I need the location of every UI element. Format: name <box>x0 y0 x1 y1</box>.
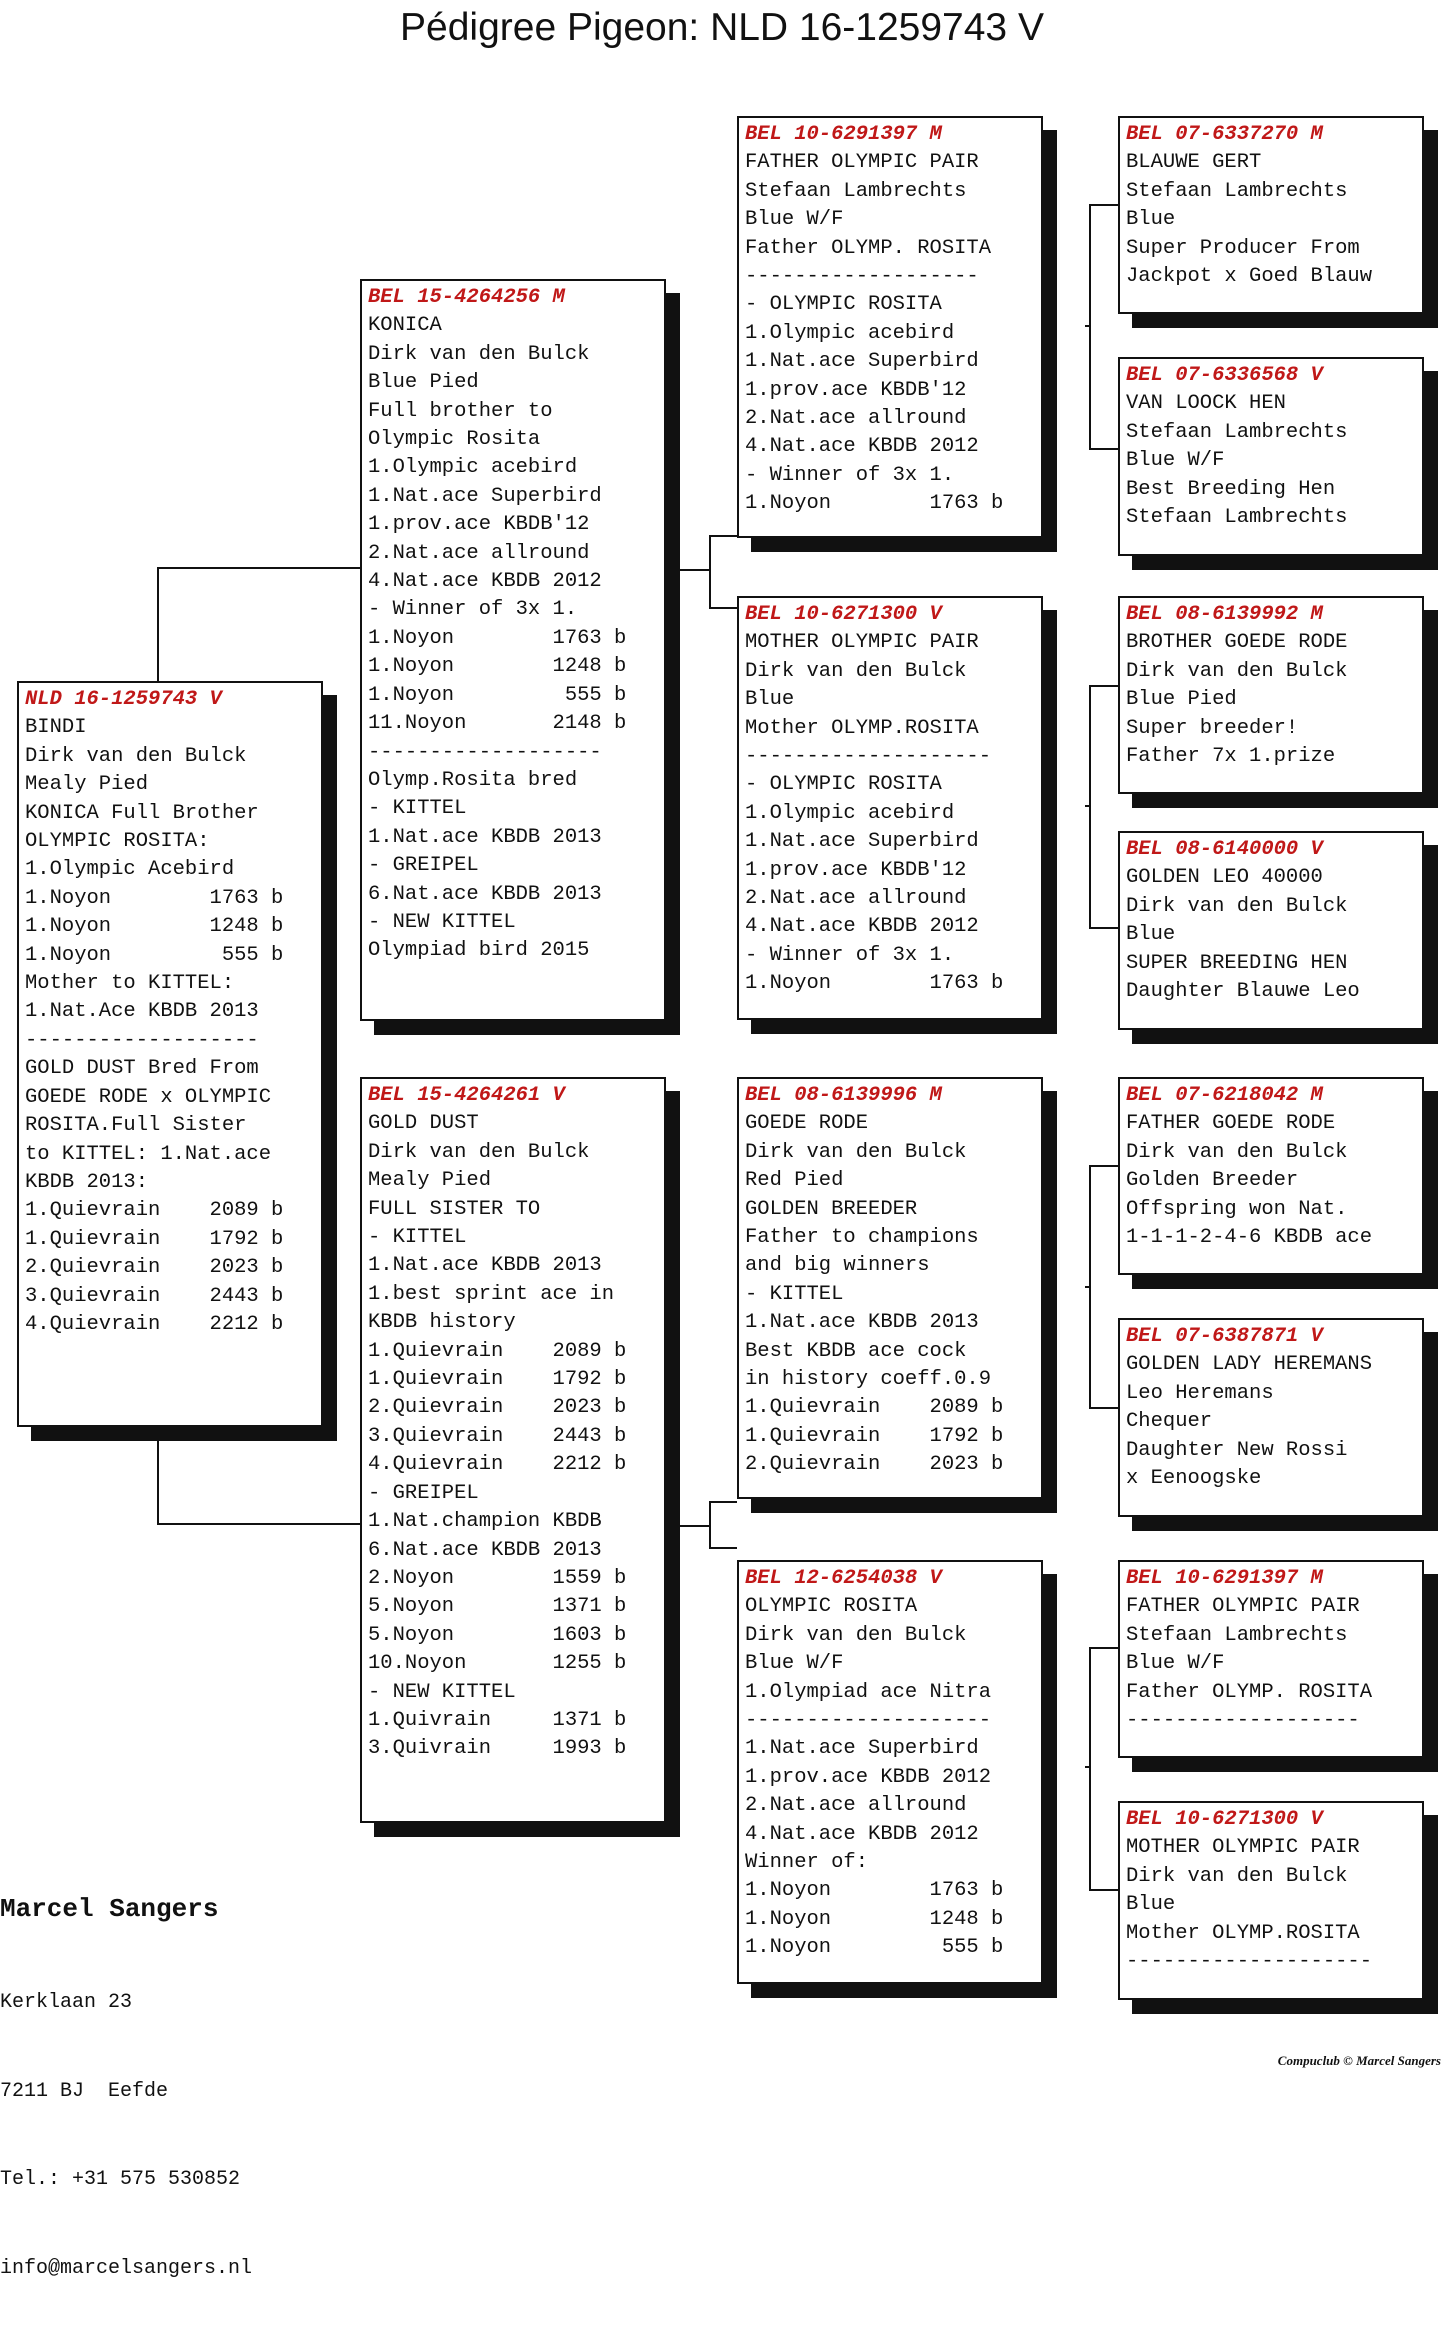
card-line: KONICA Full Brother <box>25 801 259 825</box>
card-line: 6.Nat.ace KBDB 2013 <box>368 882 602 906</box>
ring-number: NLD 16-1259743 V <box>25 688 222 711</box>
card-line: ------------------- <box>25 1028 259 1052</box>
card-line: - OLYMPIC ROSITA <box>745 293 942 317</box>
card-line: 1.Noyon 1248 b <box>25 915 284 939</box>
card-line: 1.Noyon 1763 b <box>745 492 1004 516</box>
card-line: Blue <box>1126 1893 1176 1917</box>
card-line: MOTHER OLYMPIC PAIR <box>745 631 979 655</box>
card-line: 6.Nat.ace KBDB 2013 <box>368 1538 602 1562</box>
ring-number: BEL 10-6291397 M <box>1126 1567 1323 1590</box>
card-line: KONICA <box>368 314 442 338</box>
card-line: 4.Quievrain 2212 b <box>368 1453 627 1477</box>
pigeon-card-fm-father <box>1118 596 1424 794</box>
connector-mm <box>1085 1648 1118 1890</box>
card-line: -------------------- <box>745 745 992 769</box>
card-line: - Winner of 3x 1. <box>368 598 578 622</box>
pigeon-card-father-father <box>737 116 1043 538</box>
card-line: FATHER OLYMPIC PAIR <box>745 151 979 175</box>
card-line: 3.Quievrain 2443 b <box>25 1284 284 1308</box>
card-line: SUPER BREEDING HEN <box>1126 951 1348 975</box>
card-line: 1.Nat.ace KBDB 2013 <box>368 825 602 849</box>
card-line: GOEDE RODE <box>745 1112 869 1136</box>
card-line: 1.Olympic acebird <box>745 321 955 345</box>
card-line: - NEW KITTEL <box>368 910 516 934</box>
owner-phone: Tel.: +31 575 530852 <box>0 2168 241 2191</box>
card-line: 1.Quievrain 2089 b <box>25 1199 284 1223</box>
card-line: Offspring won Nat. <box>1126 1197 1348 1221</box>
card-line: Blue W/F <box>745 1652 844 1676</box>
owner-address-line: Kerklaan 23 <box>0 1991 133 2014</box>
card-line: Winner of: <box>745 1851 869 1875</box>
card-line: VAN LOOCK HEN <box>1126 392 1286 416</box>
card-line: 4.Nat.ace KBDB 2012 <box>745 915 979 939</box>
card-line: Blue W/F <box>1126 1652 1225 1676</box>
connector-father <box>680 536 737 608</box>
card-line: ------------------- <box>368 740 602 764</box>
card-line: 1.Noyon 1763 b <box>368 626 627 650</box>
card-line: 1.prov.ace KBDB'12 <box>745 378 967 402</box>
card-line: 11.Noyon 2148 b <box>368 712 627 736</box>
card-line: 2.Nat.ace allround <box>745 887 967 911</box>
card-line: 1.Nat.ace Superbird <box>745 1737 979 1761</box>
card-line: 1.Olympic acebird <box>368 456 578 480</box>
card-line: Full brother to <box>368 399 553 423</box>
card-line: Stefaan Lambrechts <box>1126 506 1348 530</box>
card-line: Dirk van den Bulck <box>368 1140 590 1164</box>
pigeon-card-fm-mother <box>1118 831 1424 1030</box>
card-line: FATHER GOEDE RODE <box>1126 1112 1336 1136</box>
connector-mf <box>1085 1166 1118 1408</box>
card-line: Blue W/F <box>745 208 844 232</box>
card-line: -------------------- <box>1126 1950 1373 1974</box>
card-line: 2.Quievrain 2023 b <box>25 1256 284 1280</box>
card-line: to KITTEL: 1.Nat.ace <box>25 1142 272 1166</box>
card-line: Blue <box>1126 923 1176 947</box>
pigeon-card-mother <box>360 1077 666 1823</box>
card-line: 2.Noyon 1559 b <box>368 1566 627 1590</box>
card-line: Stefaan Lambrechts <box>1126 1623 1348 1647</box>
card-line: 1.Nat.ace Superbird <box>368 484 602 508</box>
pigeon-card-ff-father <box>1118 116 1424 314</box>
card-line: Father to champions <box>745 1226 979 1250</box>
card-line: 2.Nat.ace allround <box>368 541 590 565</box>
card-line: 1.Quievrain 2089 b <box>368 1339 627 1363</box>
card-line: Golden Breeder <box>1126 1169 1299 1193</box>
card-line: Blue Pied <box>1126 688 1237 712</box>
card-line: - KITTEL <box>368 1226 467 1250</box>
card-line: Blue <box>1126 208 1176 232</box>
card-line: OLYMPIC ROSITA: <box>25 830 210 854</box>
ring-number: BEL 07-6336568 V <box>1126 364 1323 387</box>
card-line: 4.Nat.ace KBDB 2012 <box>745 1822 979 1846</box>
card-line: 1.Noyon 1248 b <box>745 1907 1004 1931</box>
card-line: 1.prov.ace KBDB'12 <box>745 858 967 882</box>
card-line: Dirk van den Bulck <box>368 342 590 366</box>
card-line: 3.Quievrain 2443 b <box>368 1424 627 1448</box>
card-line: 2.Quievrain 2023 b <box>368 1396 627 1420</box>
card-line: 2.Nat.ace allround <box>745 407 967 431</box>
card-line: Dirk van den Bulck <box>745 1623 967 1647</box>
card-line: 3.Quivrain 1993 b <box>368 1737 627 1761</box>
ring-number: BEL 10-6291397 M <box>745 123 942 146</box>
card-line: in history coeff.0.9 <box>745 1368 992 1392</box>
card-line: KBDB history <box>368 1311 516 1335</box>
card-line: Stefaan Lambrechts <box>745 179 967 203</box>
card-line: 1.Quivrain 1371 b <box>368 1708 627 1732</box>
card-line: - Winner of 3x 1. <box>745 463 955 487</box>
pigeon-card-mother-father <box>737 1077 1043 1499</box>
card-line: FULL SISTER TO <box>368 1197 541 1221</box>
card-line: Best KBDB ace cock <box>745 1339 967 1363</box>
card-line: 1.Nat.Ace KBDB 2013 <box>25 1000 259 1024</box>
card-line: Red Pied <box>745 1169 844 1193</box>
ring-number: BEL 15-4264256 M <box>368 286 565 309</box>
card-line: 2.Quievrain 2023 b <box>745 1453 1004 1477</box>
card-line: GOLDEN LADY HEREMANS <box>1126 1353 1373 1377</box>
card-line: BINDI <box>25 716 87 740</box>
card-line: Stefaan Lambrechts <box>1126 179 1348 203</box>
card-line: 2.Nat.ace allround <box>745 1794 967 1818</box>
card-line: Dirk van den Bulck <box>745 1140 967 1164</box>
pigeon-card-mm-father <box>1118 1560 1424 1758</box>
pigeon-card-father-mother <box>737 596 1043 1020</box>
card-line: 1.Nat.ace KBDB 2013 <box>368 1254 602 1278</box>
card-line: Dirk van den Bulck <box>25 744 247 768</box>
pigeon-card-mf-father <box>1118 1077 1424 1275</box>
card-line: 1.Noyon 1763 b <box>25 886 284 910</box>
card-line: 10.Noyon 1255 b <box>368 1652 627 1676</box>
card-line: Jackpot x Goed Blauw <box>1126 265 1373 289</box>
connector-mother <box>680 1502 737 1548</box>
card-line: GOEDE RODE x OLYMPIC <box>25 1085 272 1109</box>
card-line: Mother OLYMP.ROSITA <box>1126 1921 1360 1945</box>
card-line: GOLDEN BREEDER <box>745 1197 918 1221</box>
pigeon-card-mother-mother <box>737 1560 1043 1984</box>
card-line: Mealy Pied <box>368 1169 492 1193</box>
card-line: 1.Noyon 555 b <box>25 943 284 967</box>
card-line: Blue <box>745 688 795 712</box>
card-line: 1.Nat.ace KBDB 2013 <box>745 1311 979 1335</box>
card-line: 1.Quievrain 1792 b <box>368 1368 627 1392</box>
card-line: ROSITA.Full Sister <box>25 1114 247 1138</box>
card-line: 4.Nat.ace KBDB 2012 <box>745 435 979 459</box>
card-line: 1.prov.ace KBDB 2012 <box>745 1765 992 1789</box>
card-line: x Eenoogske <box>1126 1467 1262 1491</box>
card-line: 1.Olympic acebird <box>745 801 955 825</box>
owner-name: Marcel Sangers <box>0 1894 219 1924</box>
pigeon-card-father <box>360 279 666 1021</box>
card-line: Stefaan Lambrechts <box>1126 420 1348 444</box>
card-line: Blue W/F <box>1126 449 1225 473</box>
card-line: Dirk van den Bulck <box>1126 894 1348 918</box>
card-line: - NEW KITTEL <box>368 1680 516 1704</box>
pigeon-card-mm-mother <box>1118 1801 1424 2000</box>
card-line: Father OLYMP. ROSITA <box>745 236 992 260</box>
card-line: 1.Quievrain 1792 b <box>25 1227 284 1251</box>
card-line: Dirk van den Bulck <box>1126 659 1348 683</box>
pigeon-card-ff-mother <box>1118 357 1424 556</box>
card-line: and big winners <box>745 1254 930 1278</box>
card-line: Olymp.Rosita bred <box>368 768 578 792</box>
card-line: FATHER OLYMPIC PAIR <box>1126 1595 1360 1619</box>
card-line: 1.Quievrain 1792 b <box>745 1424 1004 1448</box>
card-line: 1-1-1-2-4-6 KBDB ace <box>1126 1226 1373 1250</box>
card-line: Daughter New Rossi <box>1126 1438 1348 1462</box>
card-line: Dirk van den Bulck <box>745 659 967 683</box>
ring-number: BEL 07-6218042 M <box>1126 1084 1323 1107</box>
card-line: - Winner of 3x 1. <box>745 943 955 967</box>
card-line: GOLD DUST Bred From <box>25 1057 259 1081</box>
card-line: Leo Heremans <box>1126 1381 1274 1405</box>
card-line: Mealy Pied <box>25 773 149 797</box>
ring-number: BEL 08-6139992 M <box>1126 603 1323 626</box>
card-line: 5.Noyon 1371 b <box>368 1595 627 1619</box>
card-line: Dirk van den Bulck <box>1126 1140 1348 1164</box>
card-line: ------------------- <box>1126 1709 1360 1733</box>
card-line: GOLD DUST <box>368 1112 479 1136</box>
ring-number: BEL 07-6387871 V <box>1126 1325 1323 1348</box>
card-line: Father OLYMP. ROSITA <box>1126 1680 1373 1704</box>
card-line: -------------------- <box>745 1709 992 1733</box>
owner-email: info@marcelsangers.nl <box>0 2256 253 2280</box>
pigeon-card-mf-mother <box>1118 1318 1424 1517</box>
card-line: Blue Pied <box>368 371 479 395</box>
card-line: - OLYMPIC ROSITA <box>745 773 942 797</box>
card-line: 4.Nat.ace KBDB 2012 <box>368 570 602 594</box>
connector-fm <box>1085 686 1118 928</box>
card-line: Mother to KITTEL: <box>25 972 235 996</box>
card-line: - KITTEL <box>745 1282 844 1306</box>
footer-credit: Compuclub © Marcel Sangers <box>1277 2053 1441 2068</box>
card-line: Daughter Blauwe Leo <box>1126 980 1360 1004</box>
card-line: KBDB 2013: <box>25 1170 149 1194</box>
card-line: 1.prov.ace KBDB'12 <box>368 513 590 537</box>
card-line: Olympiad bird 2015 <box>368 939 590 963</box>
card-line: Best Breeding Hen <box>1126 477 1336 501</box>
card-line: 1.Noyon 555 b <box>368 683 627 707</box>
card-line: - GREIPEL <box>368 854 479 878</box>
card-line: 1.Noyon 1763 b <box>745 972 1004 996</box>
card-line: 1.Olympic Acebird <box>25 858 235 882</box>
card-line: Mother OLYMP.ROSITA <box>745 716 979 740</box>
card-line: - GREIPEL <box>368 1481 479 1505</box>
ring-number: BEL 08-6140000 V <box>1126 838 1323 861</box>
card-line: Olympic Rosita <box>368 428 541 452</box>
card-line: GOLDEN LEO 40000 <box>1126 866 1323 890</box>
card-line: Chequer <box>1126 1410 1213 1434</box>
card-line: MOTHER OLYMPIC PAIR <box>1126 1836 1360 1860</box>
pigeon-card-subject <box>17 681 323 1427</box>
card-line: Dirk van den Bulck <box>1126 1864 1348 1888</box>
card-line: 1.Noyon 1248 b <box>368 655 627 679</box>
card-line: BLAUWE GERT <box>1126 151 1262 175</box>
card-line: 1.Nat.ace Superbird <box>745 830 979 854</box>
card-line: 1.Noyon 555 b <box>745 1936 1004 1960</box>
card-line: BROTHER GOEDE RODE <box>1126 631 1348 655</box>
connector-ff <box>1085 205 1118 449</box>
card-line: 1.Nat.ace Superbird <box>745 350 979 374</box>
ring-number: BEL 10-6271300 V <box>745 603 942 626</box>
ring-number: BEL 10-6271300 V <box>1126 1808 1323 1831</box>
card-line: OLYMPIC ROSITA <box>745 1595 918 1619</box>
card-line: 1.best sprint ace in <box>368 1282 615 1306</box>
ring-number: BEL 15-4264261 V <box>368 1084 565 1107</box>
card-line: Super breeder! <box>1126 716 1299 740</box>
owner-address-line: 7211 BJ Eefde <box>0 2079 169 2103</box>
ring-number: BEL 08-6139996 M <box>745 1084 942 1107</box>
page-title: Pédigree Pigeon: NLD 16-1259743 V <box>400 6 1044 49</box>
card-line: 1.Olympiad ace Nitra <box>745 1680 992 1704</box>
card-line: 1.Noyon 1763 b <box>745 1879 1004 1903</box>
card-line: 1.Nat.champion KBDB <box>368 1510 602 1534</box>
ring-number: BEL 07-6337270 M <box>1126 123 1323 146</box>
card-line: 4.Quievrain 2212 b <box>25 1312 284 1336</box>
card-line: 5.Noyon 1603 b <box>368 1623 627 1647</box>
card-line: 1.Quievrain 2089 b <box>745 1396 1004 1420</box>
card-line: ------------------- <box>745 265 979 289</box>
card-line: - KITTEL <box>368 797 467 821</box>
owner-address-block <box>0 1830 252 2342</box>
card-line: Super Producer From <box>1126 236 1360 260</box>
card-line: Father 7x 1.prize <box>1126 745 1336 769</box>
ring-number: BEL 12-6254038 V <box>745 1567 942 1590</box>
